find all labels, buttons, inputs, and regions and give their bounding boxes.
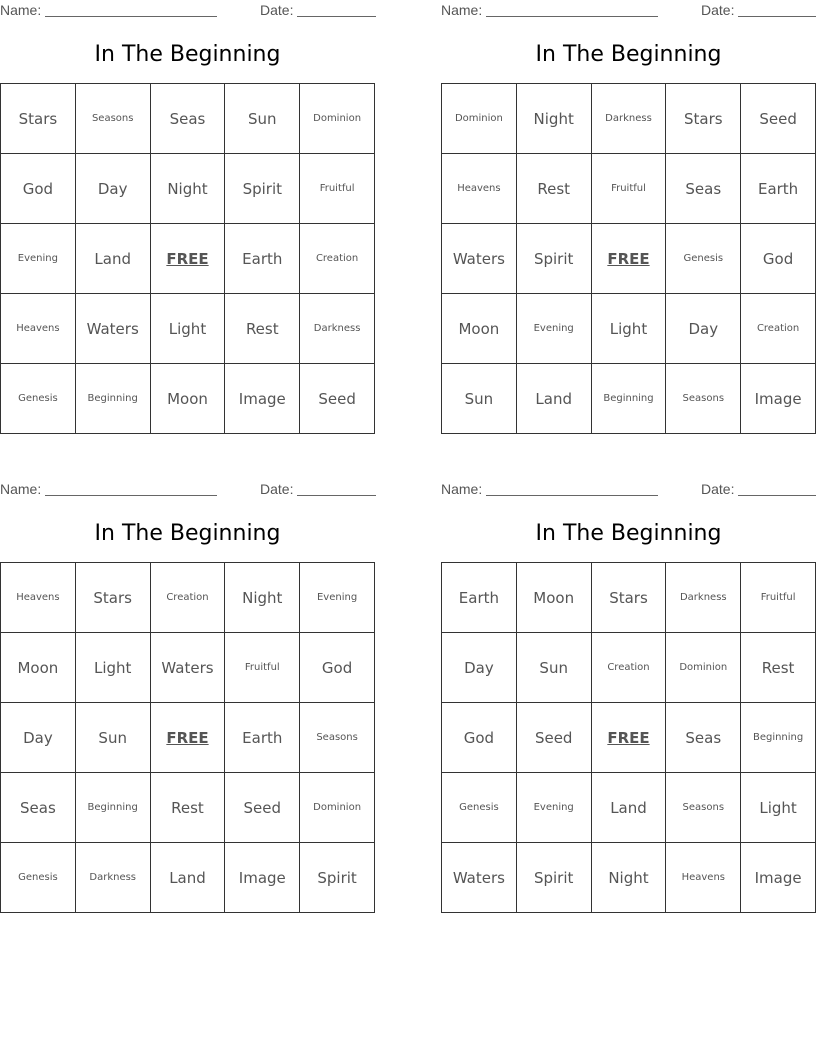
bingo-cell: Seas <box>666 154 741 224</box>
bingo-cell: Seed <box>517 703 592 773</box>
bingo-cell: Night <box>592 843 667 913</box>
bingo-cell: Fruitful <box>300 154 375 224</box>
bingo-cell: Heavens <box>442 154 517 224</box>
date-label: Date: <box>260 481 294 497</box>
bingo-cell: Seed <box>225 773 300 843</box>
bingo-cell: Darkness <box>300 294 375 364</box>
name-line <box>45 16 217 17</box>
date-label: Date: <box>701 2 735 18</box>
bingo-cell: Rest <box>517 154 592 224</box>
bingo-card <box>441 479 816 913</box>
bingo-cell: Spirit <box>300 843 375 913</box>
bingo-cell: Heavens <box>1 563 76 633</box>
bingo-cell: Night <box>225 563 300 633</box>
card-header <box>0 479 375 501</box>
bingo-cell: Fruitful <box>225 633 300 703</box>
date-line <box>297 16 376 17</box>
date-line <box>738 495 816 496</box>
free-space: FREE <box>151 703 226 773</box>
bingo-cell: Dominion <box>300 773 375 843</box>
bingo-cell: Seasons <box>76 84 151 154</box>
bingo-cell: Dominion <box>666 633 741 703</box>
bingo-cell: Evening <box>1 224 76 294</box>
name-line <box>45 495 217 496</box>
bingo-cell: Darkness <box>666 563 741 633</box>
bingo-cell: Seasons <box>666 364 741 434</box>
date-line <box>738 16 816 17</box>
bingo-cell: Creation <box>741 294 816 364</box>
bingo-cell: Genesis <box>1 843 76 913</box>
bingo-cell: Evening <box>517 773 592 843</box>
date-label: Date: <box>701 481 735 497</box>
card-title: In The Beginning <box>94 521 281 546</box>
bingo-cell: Fruitful <box>741 563 816 633</box>
bingo-cell: Waters <box>76 294 151 364</box>
bingo-cell: Seed <box>300 364 375 434</box>
bingo-cell: Light <box>592 294 667 364</box>
bingo-cell: Day <box>442 633 517 703</box>
name-line <box>486 495 658 496</box>
free-space: FREE <box>592 224 667 294</box>
bingo-cell: Rest <box>151 773 226 843</box>
bingo-cell: Heavens <box>1 294 76 364</box>
card-title: In The Beginning <box>94 42 281 67</box>
bingo-card <box>441 0 816 434</box>
bingo-grid <box>441 83 816 434</box>
bingo-cell: Sun <box>76 703 151 773</box>
bingo-cell: Sun <box>517 633 592 703</box>
bingo-cell: Stars <box>592 563 667 633</box>
bingo-cell: Stars <box>666 84 741 154</box>
bingo-cell: Image <box>225 364 300 434</box>
bingo-cell: Darkness <box>76 843 151 913</box>
bingo-cell: Moon <box>442 294 517 364</box>
bingo-cell: Light <box>151 294 226 364</box>
bingo-cell: Seed <box>741 84 816 154</box>
bingo-cell: Earth <box>225 224 300 294</box>
bingo-cell: Stars <box>76 563 151 633</box>
bingo-grid <box>441 562 816 913</box>
date-label: Date: <box>260 2 294 18</box>
bingo-cell: Moon <box>151 364 226 434</box>
bingo-cell: Seas <box>151 84 226 154</box>
bingo-cell: Evening <box>300 563 375 633</box>
bingo-cell: Genesis <box>1 364 76 434</box>
bingo-cell: Seas <box>666 703 741 773</box>
bingo-cell: Dominion <box>442 84 517 154</box>
bingo-cell: Image <box>741 364 816 434</box>
bingo-cell: Darkness <box>592 84 667 154</box>
bingo-cell: God <box>1 154 76 224</box>
card-header <box>0 0 375 22</box>
bingo-cell: Dominion <box>300 84 375 154</box>
bingo-cell: Spirit <box>517 224 592 294</box>
bingo-cell: Beginning <box>741 703 816 773</box>
card-title: In The Beginning <box>535 521 722 546</box>
bingo-cell: Heavens <box>666 843 741 913</box>
bingo-cell: Stars <box>1 84 76 154</box>
bingo-grid <box>0 83 375 434</box>
bingo-cell: Rest <box>741 633 816 703</box>
card-title: In The Beginning <box>535 42 722 67</box>
card-header <box>441 479 816 501</box>
bingo-cell: Image <box>741 843 816 913</box>
bingo-cell: Evening <box>517 294 592 364</box>
bingo-cell: Earth <box>225 703 300 773</box>
bingo-cell: Creation <box>592 633 667 703</box>
name-line <box>486 16 658 17</box>
bingo-cell: Light <box>76 633 151 703</box>
bingo-cell: Land <box>76 224 151 294</box>
card-header <box>441 0 816 22</box>
bingo-cell: Waters <box>442 224 517 294</box>
name-label: Name: <box>441 2 483 18</box>
bingo-cell: Seasons <box>300 703 375 773</box>
bingo-cell: Beginning <box>76 773 151 843</box>
bingo-cell: Beginning <box>76 364 151 434</box>
bingo-cell: Sun <box>225 84 300 154</box>
name-label: Name: <box>0 481 42 497</box>
bingo-cell: Waters <box>442 843 517 913</box>
bingo-cell: Spirit <box>517 843 592 913</box>
bingo-card <box>0 0 375 434</box>
bingo-cell: Rest <box>225 294 300 364</box>
bingo-cell: Land <box>517 364 592 434</box>
free-space: FREE <box>592 703 667 773</box>
bingo-cell: Land <box>151 843 226 913</box>
bingo-cell: God <box>442 703 517 773</box>
bingo-cell: Creation <box>300 224 375 294</box>
bingo-cell: Day <box>76 154 151 224</box>
bingo-cell: Genesis <box>442 773 517 843</box>
bingo-cell: God <box>741 224 816 294</box>
bingo-cell: Day <box>666 294 741 364</box>
bingo-cell: Earth <box>741 154 816 224</box>
bingo-cell: Fruitful <box>592 154 667 224</box>
bingo-cell: Seasons <box>666 773 741 843</box>
bingo-cell: Waters <box>151 633 226 703</box>
bingo-cell: Moon <box>1 633 76 703</box>
name-label: Name: <box>441 481 483 497</box>
bingo-cell: Sun <box>442 364 517 434</box>
bingo-cell: Land <box>592 773 667 843</box>
bingo-cell: Creation <box>151 563 226 633</box>
date-line <box>297 495 376 496</box>
bingo-cell: Light <box>741 773 816 843</box>
bingo-cell: Image <box>225 843 300 913</box>
bingo-cell: Night <box>517 84 592 154</box>
bingo-cell: Beginning <box>592 364 667 434</box>
free-space: FREE <box>151 224 226 294</box>
bingo-card <box>0 479 375 913</box>
bingo-cell: Night <box>151 154 226 224</box>
bingo-cell: Spirit <box>225 154 300 224</box>
bingo-cell: God <box>300 633 375 703</box>
name-label: Name: <box>0 2 42 18</box>
bingo-cell: Moon <box>517 563 592 633</box>
bingo-cell: Earth <box>442 563 517 633</box>
bingo-cell: Seas <box>1 773 76 843</box>
bingo-cell: Day <box>1 703 76 773</box>
bingo-grid <box>0 562 375 913</box>
bingo-cell: Genesis <box>666 224 741 294</box>
